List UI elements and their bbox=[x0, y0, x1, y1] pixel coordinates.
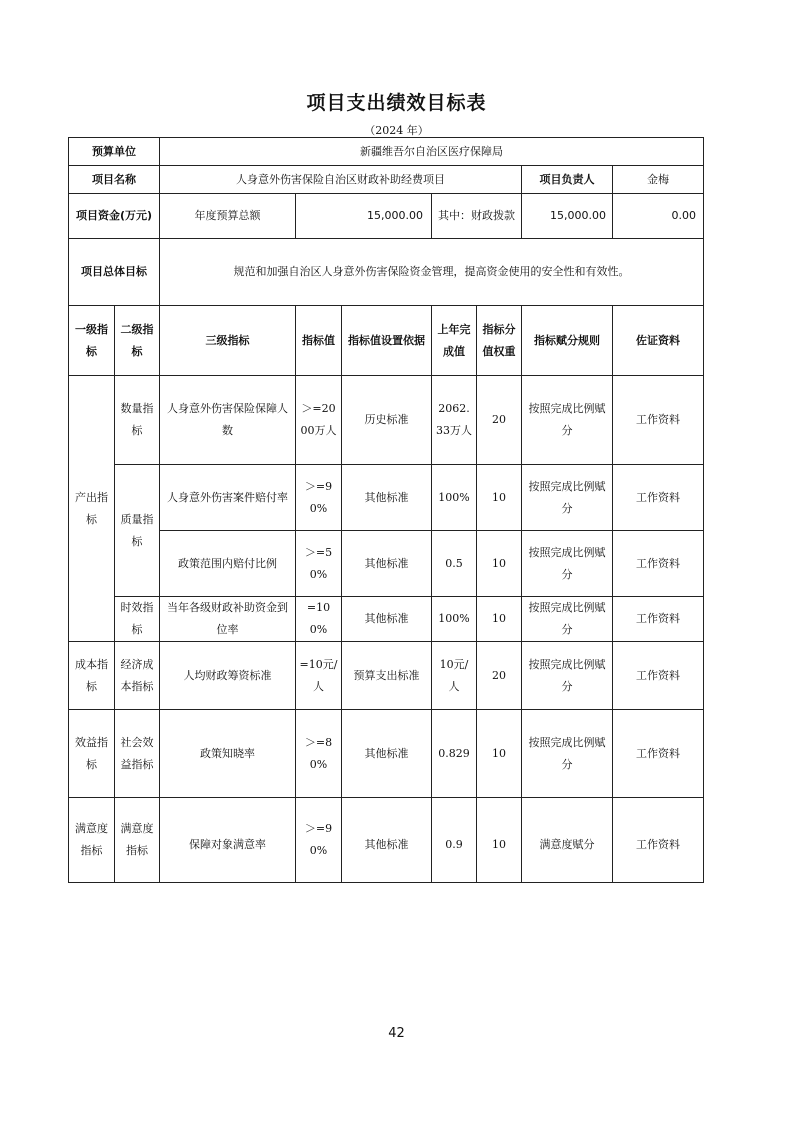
table-row bbox=[69, 642, 704, 710]
subgroup-social: 社会效益指标 bbox=[115, 710, 160, 798]
other-value-cell bbox=[613, 194, 704, 239]
row-basis: 其他标准 bbox=[342, 465, 432, 531]
other-value: 0.00 bbox=[671, 209, 697, 222]
group-cost: 成本指标 bbox=[69, 642, 115, 710]
subgroup-quantity: 数量指标 bbox=[115, 376, 160, 465]
row-value: ＞=80% bbox=[296, 710, 342, 798]
row-score: 10 bbox=[477, 531, 522, 597]
subgroup-quality: 质量指标 bbox=[115, 465, 160, 597]
row-value: =100% bbox=[296, 597, 342, 642]
fiscal-label: 其中：财政拨款 bbox=[432, 194, 522, 239]
row-l3: 保障对象满意率 bbox=[160, 798, 296, 883]
header-value: 指标值 bbox=[296, 306, 342, 376]
header-l3: 三级指标 bbox=[160, 306, 296, 376]
header-basis: 指标值设置依据 bbox=[342, 306, 432, 376]
row-evidence: 工作资料 bbox=[613, 531, 704, 597]
row-evidence: 工作资料 bbox=[613, 642, 704, 710]
subgroup-time: 时效指标 bbox=[115, 597, 160, 642]
row-evidence: 工作资料 bbox=[613, 597, 704, 642]
subgroup-satisfaction: 满意度指标 bbox=[115, 798, 160, 883]
budget-unit-value: 新疆维吾尔自治区医疗保障局 bbox=[160, 138, 704, 166]
row-rule: 按照完成比例赋分 bbox=[522, 710, 613, 798]
row-score: 10 bbox=[477, 798, 522, 883]
row-evidence: 工作资料 bbox=[613, 376, 704, 465]
budget-unit-row bbox=[69, 138, 704, 166]
row-score: 10 bbox=[477, 597, 522, 642]
fiscal-value: 15,000.00 bbox=[522, 194, 613, 239]
row-l3: 人身意外伤害案件赔付率 bbox=[160, 465, 296, 531]
leader-value: 金梅 bbox=[613, 166, 704, 194]
other-funds bbox=[616, 205, 700, 227]
group-output: 产出指标 bbox=[69, 376, 115, 642]
header-rule: 指标赋分规则 bbox=[522, 306, 613, 376]
row-rule: 按照完成比例赋分 bbox=[522, 642, 613, 710]
row-value: ＞=90% bbox=[296, 798, 342, 883]
group-benefit: 效益指标 bbox=[69, 710, 115, 798]
row-rule: 按照完成比例赋分 bbox=[522, 376, 613, 465]
page-title: 项目支出绩效目标表 bbox=[306, 92, 487, 114]
row-basis: 其他标准 bbox=[342, 597, 432, 642]
row-last: 0.9 bbox=[432, 798, 477, 883]
row-rule: 满意度赋分 bbox=[522, 798, 613, 883]
row-l3: 人身意外伤害保险保障人数 bbox=[160, 376, 296, 465]
group-satisfaction: 满意度指标 bbox=[69, 798, 115, 883]
row-basis: 其他标准 bbox=[342, 798, 432, 883]
year-label: （2024 年） bbox=[364, 124, 429, 137]
row-basis: 预算支出标准 bbox=[342, 642, 432, 710]
budget-unit-label: 预算单位 bbox=[69, 138, 160, 166]
row-basis: 其他标准 bbox=[342, 710, 432, 798]
row-l3: 当年各级财政补助资金到位率 bbox=[160, 597, 296, 642]
row-basis: 历史标准 bbox=[342, 376, 432, 465]
project-name-label: 项目名称 bbox=[69, 166, 160, 194]
header-evidence: 佐证资料 bbox=[613, 306, 704, 376]
header-row bbox=[69, 306, 704, 376]
row-score: 20 bbox=[477, 642, 522, 710]
header-last: 上年完成值 bbox=[432, 306, 477, 376]
header-score: 指标分值权重 bbox=[477, 306, 522, 376]
row-l3: 政策知晓率 bbox=[160, 710, 296, 798]
table-row bbox=[69, 710, 704, 798]
row-last: 100% bbox=[432, 465, 477, 531]
row-value: =10元/人 bbox=[296, 642, 342, 710]
goal-label: 项目总体目标 bbox=[69, 239, 160, 306]
funds-label: 项目资金(万元) bbox=[69, 194, 160, 239]
project-name-value: 人身意外伤害保险自治区财政补助经费项目 bbox=[160, 166, 522, 194]
goal-row bbox=[69, 239, 704, 306]
row-rule: 按照完成比例赋分 bbox=[522, 465, 613, 531]
row-last: 0.829 bbox=[432, 710, 477, 798]
table-row bbox=[69, 465, 704, 531]
header-l2: 二级指标 bbox=[115, 306, 160, 376]
annual-budget-value: 15,000.00 bbox=[296, 194, 432, 239]
row-rule: 按照完成比例赋分 bbox=[522, 597, 613, 642]
row-value: ＞=90% bbox=[296, 465, 342, 531]
row-last: 2062.33万人 bbox=[432, 376, 477, 465]
annual-budget-label: 年度预算总额 bbox=[160, 194, 296, 239]
row-value: ＞=2000万人 bbox=[296, 376, 342, 465]
row-l3: 政策范围内赔付比例 bbox=[160, 531, 296, 597]
page-number: 42 bbox=[388, 1026, 405, 1041]
subgroup-economic: 经济成本指标 bbox=[115, 642, 160, 710]
row-score: 20 bbox=[477, 376, 522, 465]
project-name-row bbox=[69, 166, 704, 194]
row-last: 0.5 bbox=[432, 531, 477, 597]
row-l3: 人均财政筹资标准 bbox=[160, 642, 296, 710]
row-last: 10元/人 bbox=[432, 642, 477, 710]
row-evidence: 工作资料 bbox=[613, 465, 704, 531]
row-rule: 按照完成比例赋分 bbox=[522, 531, 613, 597]
header-l1: 一级指标 bbox=[69, 306, 115, 376]
table-row bbox=[69, 376, 704, 465]
leader-label: 项目负责人 bbox=[522, 166, 613, 194]
row-evidence: 工作资料 bbox=[613, 798, 704, 883]
table-row bbox=[69, 531, 704, 597]
table-row bbox=[69, 597, 704, 642]
goal-value: 规范和加强自治区人身意外伤害保险资金管理，提高资金使用的安全性和有效性。 bbox=[160, 239, 704, 306]
row-evidence: 工作资料 bbox=[613, 710, 704, 798]
row-basis: 其他标准 bbox=[342, 531, 432, 597]
row-last: 100% bbox=[432, 597, 477, 642]
row-value: ＞=50% bbox=[296, 531, 342, 597]
row-score: 10 bbox=[477, 465, 522, 531]
table-row bbox=[69, 798, 704, 883]
funds-row bbox=[69, 194, 704, 239]
row-score: 10 bbox=[477, 710, 522, 798]
performance-table bbox=[68, 137, 704, 883]
